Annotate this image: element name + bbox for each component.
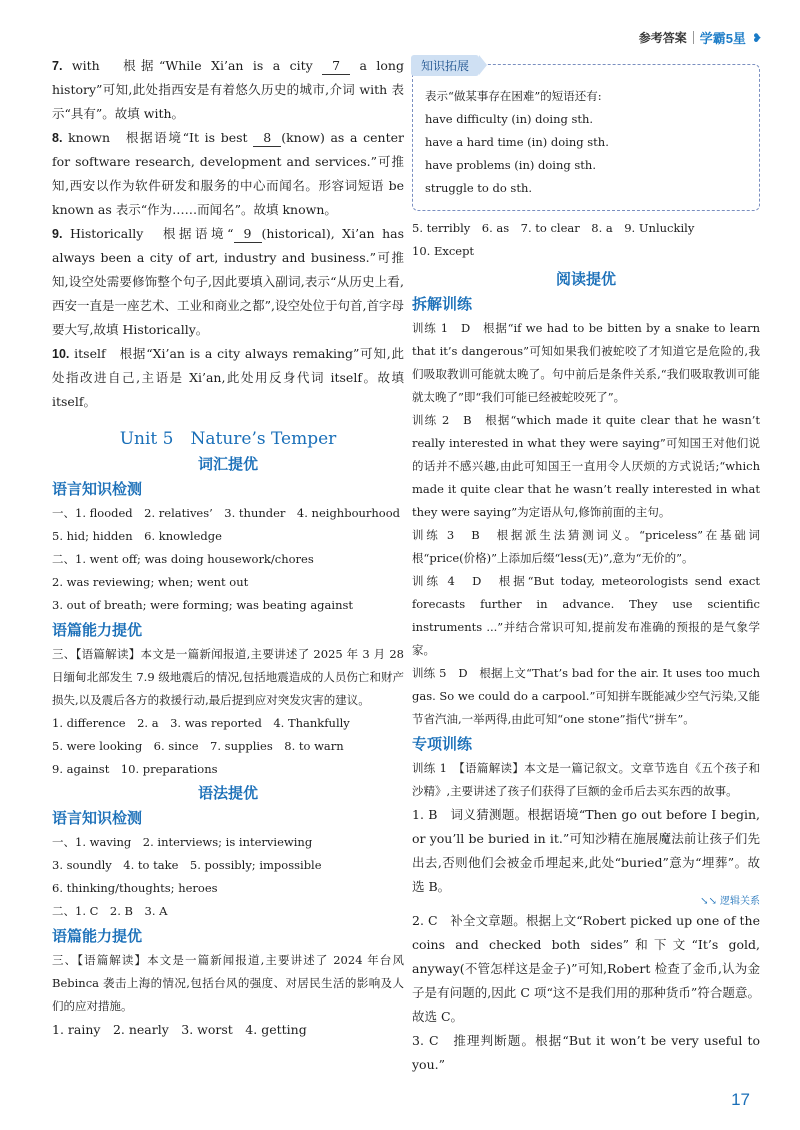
answer-item	[52, 222, 404, 342]
special-question-2: 2. C 补全文章题。根据上文“Robert picked up one of the coins and checked both sides”和下文“It’s gold, anyway(不管怎样这是金子)”可知,Robert 检查了金币,认为金子是有问题的,因此 C 项“这不是我们用的那种货币”符合题意。故选 C。	[412, 913, 760, 1024]
passage-intro: 三、【语篇解读】本文是一篇新闻报道,主要讲述了 2025 年 3 月 28 日缅甸北部发生 7.9 级地震后的情况,包括地震造成的人员伤亡和财产损失,以及震后各方的救援行动,最后提到应对突发灾害的建议。	[52, 647, 404, 707]
vocab-answer-line: 3. out of breath; were forming; was beating against	[52, 598, 353, 612]
item-answer-word: known	[68, 130, 111, 145]
brand-logo-icon: ❥	[751, 30, 762, 45]
grammar-answer-line: 一、1. waving 2. interviews; is interviewing	[52, 835, 313, 849]
left-column	[52, 54, 404, 1042]
blank-number: 8	[253, 130, 281, 147]
blank-number: 7	[322, 58, 350, 75]
item-number: 7.	[52, 59, 63, 73]
answer-item	[52, 54, 404, 126]
vocab-answer-line: 2. was reviewing; when; went out	[52, 575, 249, 589]
split-training-item: 训练 2 B 根据“which made it quite clear that he wasn’t really interested in what they were saying”可知国王对他们说的话并不感兴趣,由此可知国王一直用令人厌烦的方式说话;“which made it quite clear that he wasn’t really interested in what they were saying”为定语从句,修饰前面的主句。	[412, 413, 760, 519]
passage-answers	[52, 712, 404, 781]
special-question-3: 3. C 推理判断题。根据“But it won’t be very useful to you.”	[412, 1033, 760, 1072]
item-number: 9.	[52, 227, 63, 241]
passage-answer-line: 5. were looking 6. since 7. supplies 8. to warn	[52, 739, 344, 753]
answer-items-unit4	[52, 54, 404, 414]
blank-number: 9	[234, 226, 262, 243]
item-explanation-start: 根据语境“It is best	[125, 130, 254, 145]
extension-line: 表示“做某事存在困难”的短语还有:	[425, 89, 602, 103]
item-answer-word: Historically	[69, 226, 144, 241]
item-explanation-start: 根据“While Xi’an is a city	[123, 58, 323, 73]
unit-title: Unit 5 Nature’s Temper	[119, 429, 337, 449]
passage-answer-line: 1. difference 2. a 3. was reported 4. Thankfully	[52, 716, 350, 730]
extension-line: have problems (in) doing sth.	[425, 158, 596, 172]
item-number: 10.	[52, 347, 70, 361]
vocab-answers	[52, 502, 404, 617]
special-training-heading: 专项训练	[412, 735, 473, 753]
page-number: 17	[731, 1090, 750, 1109]
language-check-heading: 语言知识检测	[52, 480, 143, 498]
passage-ability-heading: 语篇能力提优	[52, 621, 143, 639]
item-answer-word: with	[71, 58, 100, 73]
split-training-item: 训练 4 D 根据“But today, meteorologists send exact forecasts further in advance. They use scientific instruments ...”并结合常识可知,提前发布准确的预报的是气象学家。	[412, 574, 760, 657]
split-training-item: 训练 3 B 根据派生法猜测词义。“priceless”在基础词根“price(价格)”上添加后缀“less(无)”,意为“无价的”。	[412, 528, 760, 565]
item-explanation-start: 根据语境“	[162, 226, 234, 241]
split-training-item: 训练 5 D 根据上文“That’s bad for the air. It uses too much gas. So we could do a carpool.”可知拼车既能减少空气污染,又能节省汽油,一举两得,由此可知“one stone”指代“拼车”。	[412, 666, 760, 726]
item-explanation-end: a long history”可知,此处指西安是有着悠久历史的城市,介词 with 表示“具有”。故填 with。	[52, 58, 404, 121]
extension-line: have a hard time (in) doing sth.	[425, 135, 609, 149]
answers-top	[412, 217, 760, 263]
item-explanation-start: 根据“Xi’an is a city always remaking”可知,此处指改进自己,主语是 Xi’an,此处用反身代词 itself。故填 itself。	[52, 346, 404, 409]
special-intro: 训练 1 【语篇解读】本文是一篇记叙文。文章节选自《五个孩子和沙精》,主要讲述了孩子们获得了巨额的金币后去买东西的故事。	[412, 761, 760, 798]
grammar-answer-line: 6. thinking/thoughts; heroes	[52, 881, 218, 895]
reading-section-title: 阅读提优	[555, 270, 616, 288]
passage-answers-2: 1. rainy 2. nearly 3. worst 4. getting	[52, 1022, 307, 1037]
grammar-answers	[52, 831, 404, 923]
right-column	[412, 54, 760, 1077]
grammar-section-title: 语法提优	[197, 784, 258, 802]
vocab-answer-line: 5. hid; hidden 6. knowledge	[52, 529, 222, 543]
split-training-heading: 拆解训练	[412, 295, 473, 313]
vocab-answer-line: 二、1. went off; was doing housework/chores	[52, 552, 314, 566]
logic-note: ↘↘ 逻辑关系	[700, 896, 760, 907]
answer-line: 10. Except	[412, 244, 475, 258]
answer-line: 5. terribly 6. as 7. to clear 8. a 9. Unluckily	[412, 221, 695, 235]
header-divider	[693, 31, 694, 44]
item-explanation-end: (historical), Xi’an has always been a city of art, industry and business.”可推知,设空处需要修饰整个句子,因此要填入副词,表示“从历史上看,西安一直是一座艺术、工业和商业之都”,设空处位于句首,首字母要大写,故填 Historically。	[52, 226, 404, 337]
item-answer-word: itself	[74, 346, 106, 361]
extension-lines	[425, 85, 747, 200]
knowledge-extension-tag: 知识拓展	[411, 55, 479, 76]
knowledge-extension-box	[412, 59, 760, 211]
extension-line: have difficulty (in) doing sth.	[425, 112, 594, 126]
passage-answer-line: 9. against 10. preparations	[52, 762, 218, 776]
item-explanation-end: (know) as a center for software research, development and services.”可推知,西安以作为软件研发和服务的中心而闻名。形容词短语 be known as 表示“作为……而闻名”。故填 known。	[52, 130, 404, 217]
passage-intro-2: 三、【语篇解读】本文是一篇新闻报道,主要讲述了 2024 年台风 Bebinca 袭击上海的情况,包括台风的强度、对居民生活的影响及人们的应对措施。	[52, 953, 404, 1013]
answer-item	[52, 342, 404, 414]
vocab-section-title: 词汇提优	[197, 455, 258, 473]
split-training-items	[412, 317, 760, 731]
split-training-item: 训练 1 D 根据“if we had to be bitten by a snake to learn that it’s dangerous”可知如果我们被蛇咬了才知道它是危险的,我们吸取教训可能就太晚了。句中前后是条件关系,“我们吸取教训可能就太晚了”即“我们可能已经被蛇咬死了”。	[412, 321, 760, 404]
passage-ability-heading-2: 语篇能力提优	[52, 927, 143, 945]
item-number: 8.	[52, 131, 63, 145]
grammar-answer-line: 3. soundly 4. to take 5. possibly; impossible	[52, 858, 322, 872]
special-question-1: 1. B 词义猜测题。根据语境“Then go out before I begin, or you’ll be buried in it.”可知沙精在施展魔法前让孩子们先出去,否则他们会被金币埋起来,此处“buried”意为“埋葬”。故选 B。	[412, 807, 760, 894]
extension-line: struggle to do sth.	[425, 181, 533, 195]
vocab-answer-line: 一、1. flooded 2. relatives’ 3. thunder 4. neighbourhood	[52, 506, 401, 520]
answer-item	[52, 126, 404, 222]
grammar-answer-line: 二、1. C 2. B 3. A	[52, 904, 168, 918]
page-header	[639, 28, 762, 47]
brand-name: 学霸5星	[699, 31, 746, 46]
answer-key-label: 参考答案	[638, 31, 687, 45]
language-check-heading-2: 语言知识检测	[52, 809, 143, 827]
